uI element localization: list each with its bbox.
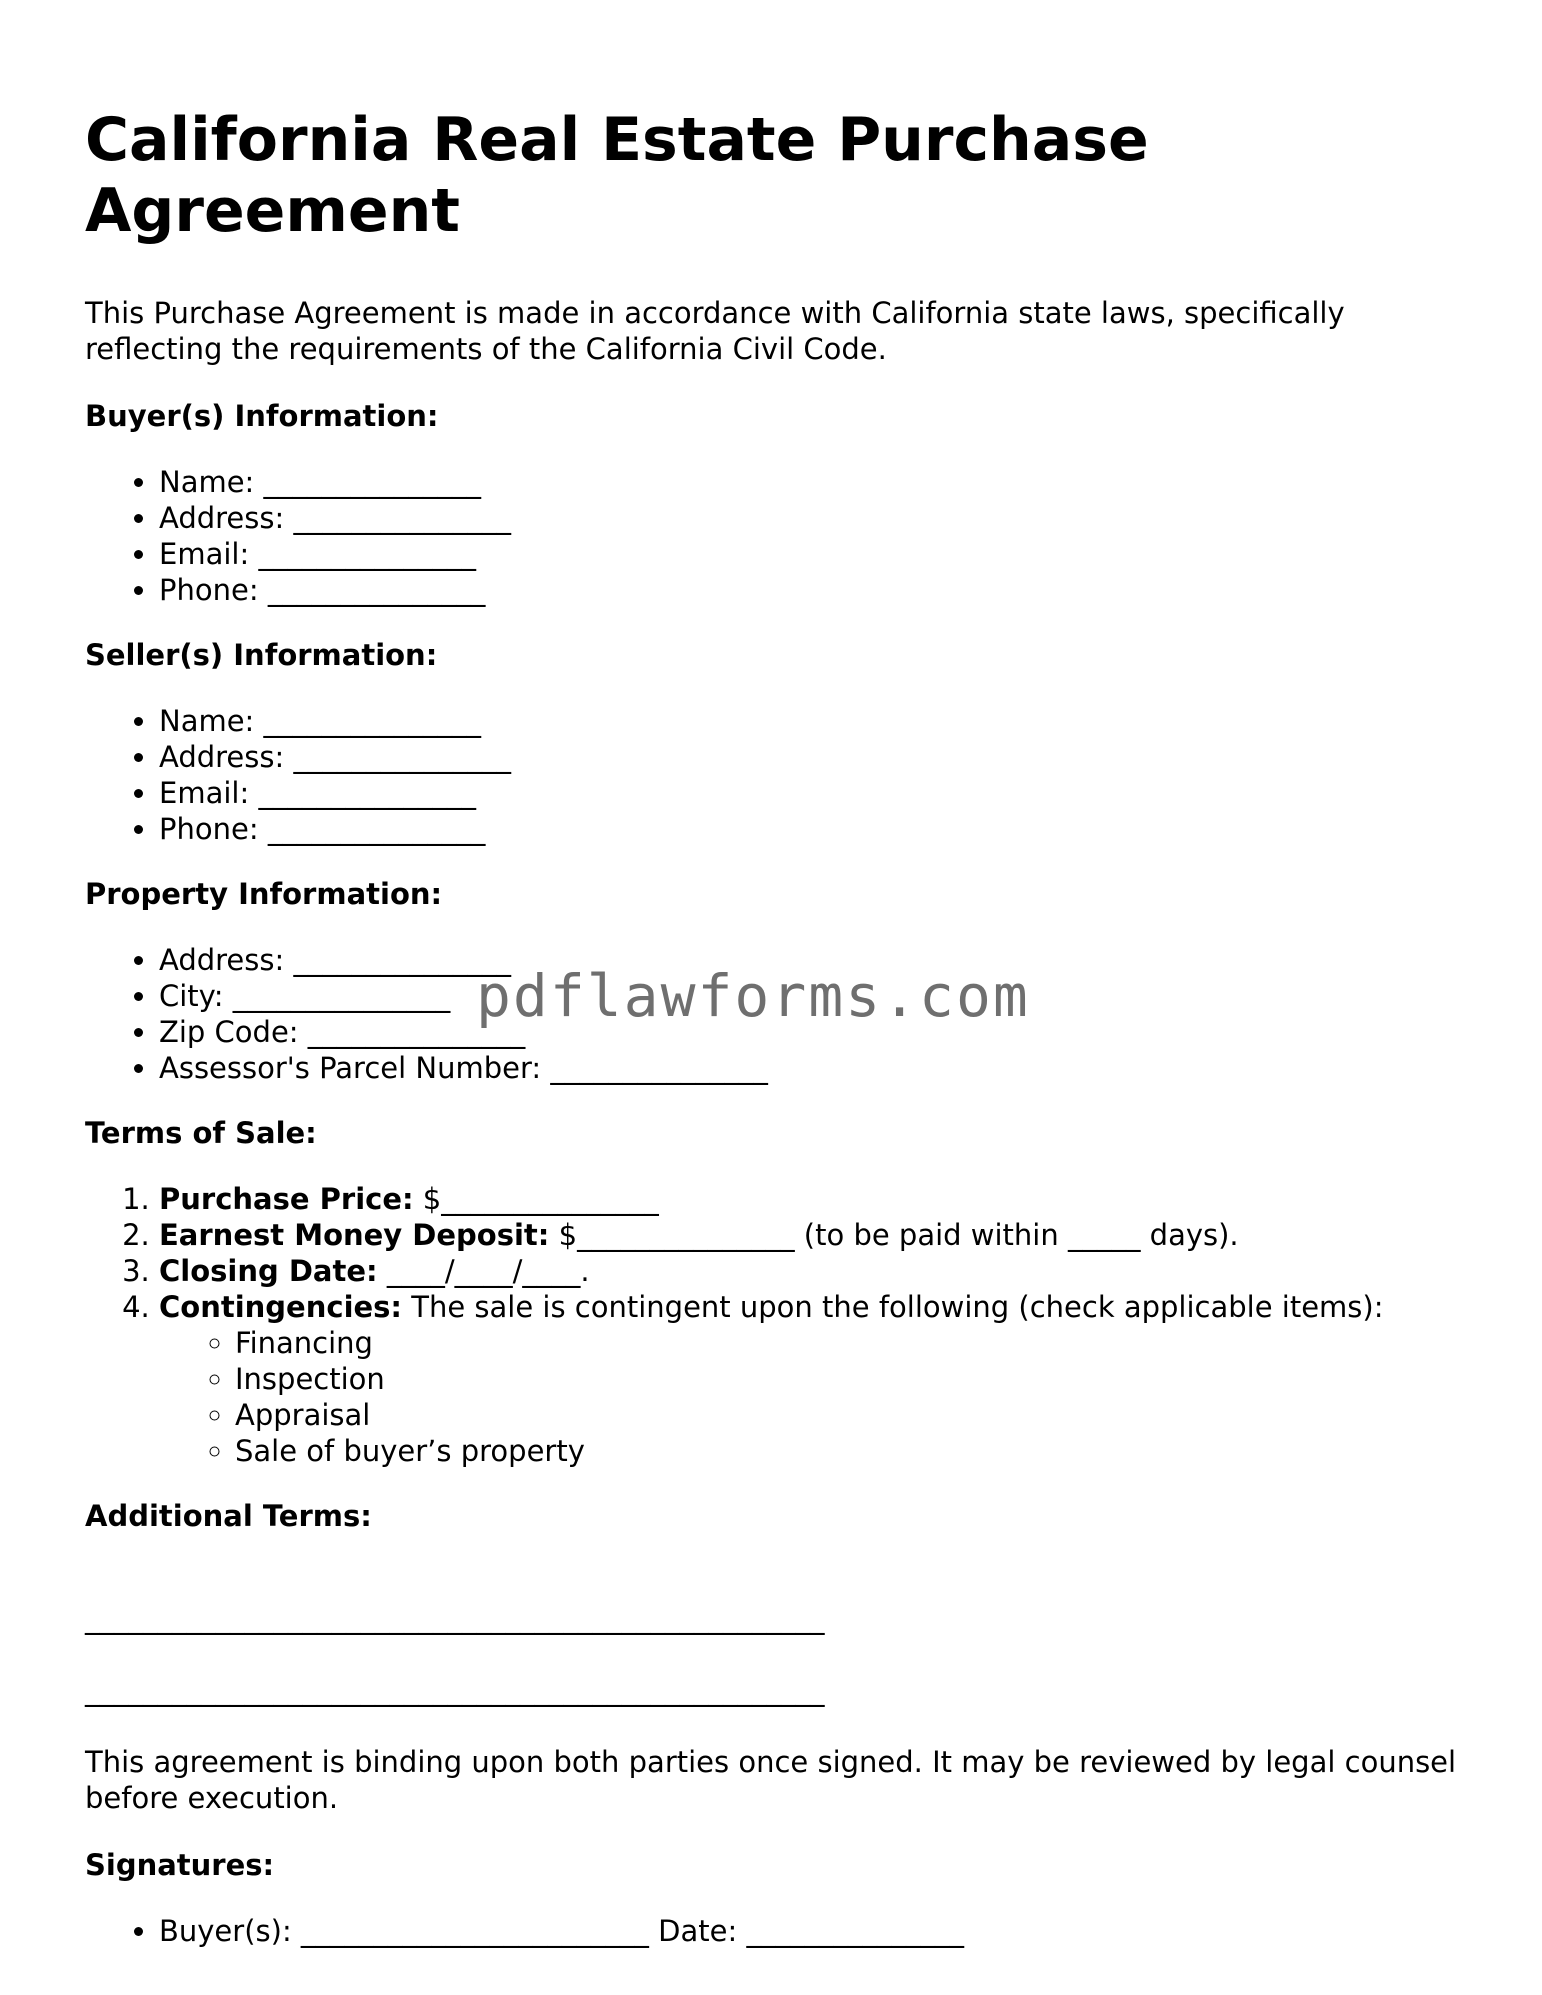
contingency-appraisal[interactable]: ◦ Appraisal — [235, 1397, 1465, 1433]
terms-heading: Terms of Sale: — [85, 1116, 317, 1150]
signatures-heading: Signatures: — [85, 1848, 275, 1882]
property-list — [85, 942, 1465, 1086]
closing-date-label: Closing Date: — [159, 1254, 378, 1288]
deposit-item[interactable] — [159, 1217, 1465, 1253]
seller-email-field[interactable]: • Email: _______________ — [159, 775, 1465, 811]
buyer-email-field[interactable]: • Email: _______________ — [159, 536, 1465, 572]
purchase-price-item[interactable] — [159, 1181, 1465, 1217]
contingency-financing[interactable]: ◦ Financing — [235, 1325, 1465, 1361]
property-address-field[interactable]: • Address: _______________ — [159, 942, 1465, 978]
seller-name-field[interactable]: • Name: _______________ — [159, 703, 1465, 739]
deposit-label: Earnest Money Deposit: — [159, 1218, 550, 1252]
property-city-field[interactable]: • City: _______________ — [159, 978, 1465, 1014]
contingency-inspection[interactable]: ◦ Inspection — [235, 1361, 1465, 1397]
contingencies-value: The sale is contingent upon the following (check applicable items): — [402, 1290, 1384, 1324]
buyer-heading: Buyer(s) Information: — [85, 399, 439, 433]
additional-terms-line-2[interactable]: ___________________________________________________ — [85, 1673, 825, 1707]
property-heading: Property Information: — [85, 877, 443, 911]
seller-heading: Seller(s) Information: — [85, 638, 438, 672]
watermark: pdflawforms.com — [476, 962, 1030, 1030]
contingencies-item — [159, 1289, 1465, 1469]
intro-paragraph: This Purchase Agreement is made in accordance with California state laws, specifically reflecting the requirements of the California Civil Code. — [85, 296, 1345, 366]
terms-list — [85, 1181, 1465, 1469]
purchase-price-label: Purchase Price: — [159, 1182, 414, 1216]
additional-terms-heading: Additional Terms: — [85, 1499, 372, 1533]
contingencies-label: Contingencies: — [159, 1290, 403, 1324]
page-title: California Real Estate Purchase Agreement — [85, 105, 1149, 246]
property-apn-field[interactable]: • Assessor's Parcel Number: _______________ — [159, 1050, 1465, 1086]
closing-date-item[interactable] — [159, 1253, 1465, 1289]
closing-paragraph: This agreement is binding upon both parties once signed. It may be reviewed by legal counsel before execution. — [85, 1745, 1457, 1815]
signatures-list — [85, 1913, 1465, 1949]
closing-date-value: ____/____/____. — [377, 1254, 590, 1288]
additional-terms-line-1[interactable]: ___________________________________________________ — [85, 1601, 825, 1635]
seller-address-field[interactable]: • Address: _______________ — [159, 739, 1465, 775]
buyer-name-field[interactable]: • Name: _______________ — [159, 464, 1465, 500]
document-page — [85, 105, 1465, 1978]
purchase-price-value: $_______________ — [413, 1182, 659, 1216]
buyer-address-field[interactable]: • Address: _______________ — [159, 500, 1465, 536]
deposit-value: $_______________ (to be paid within _____ days). — [549, 1218, 1239, 1252]
seller-phone-field[interactable]: • Phone: _______________ — [159, 811, 1465, 847]
buyer-signature-field[interactable]: • Buyer(s): ________________________ Date: _______________ — [159, 1913, 1465, 1949]
contingency-list — [159, 1325, 1465, 1469]
buyer-list — [85, 464, 1465, 608]
seller-list — [85, 703, 1465, 847]
contingency-sale-of-property[interactable]: ◦ Sale of buyer’s property — [235, 1433, 1465, 1469]
buyer-phone-field[interactable]: • Phone: _______________ — [159, 572, 1465, 608]
property-zip-field[interactable]: • Zip Code: _______________ — [159, 1014, 1465, 1050]
